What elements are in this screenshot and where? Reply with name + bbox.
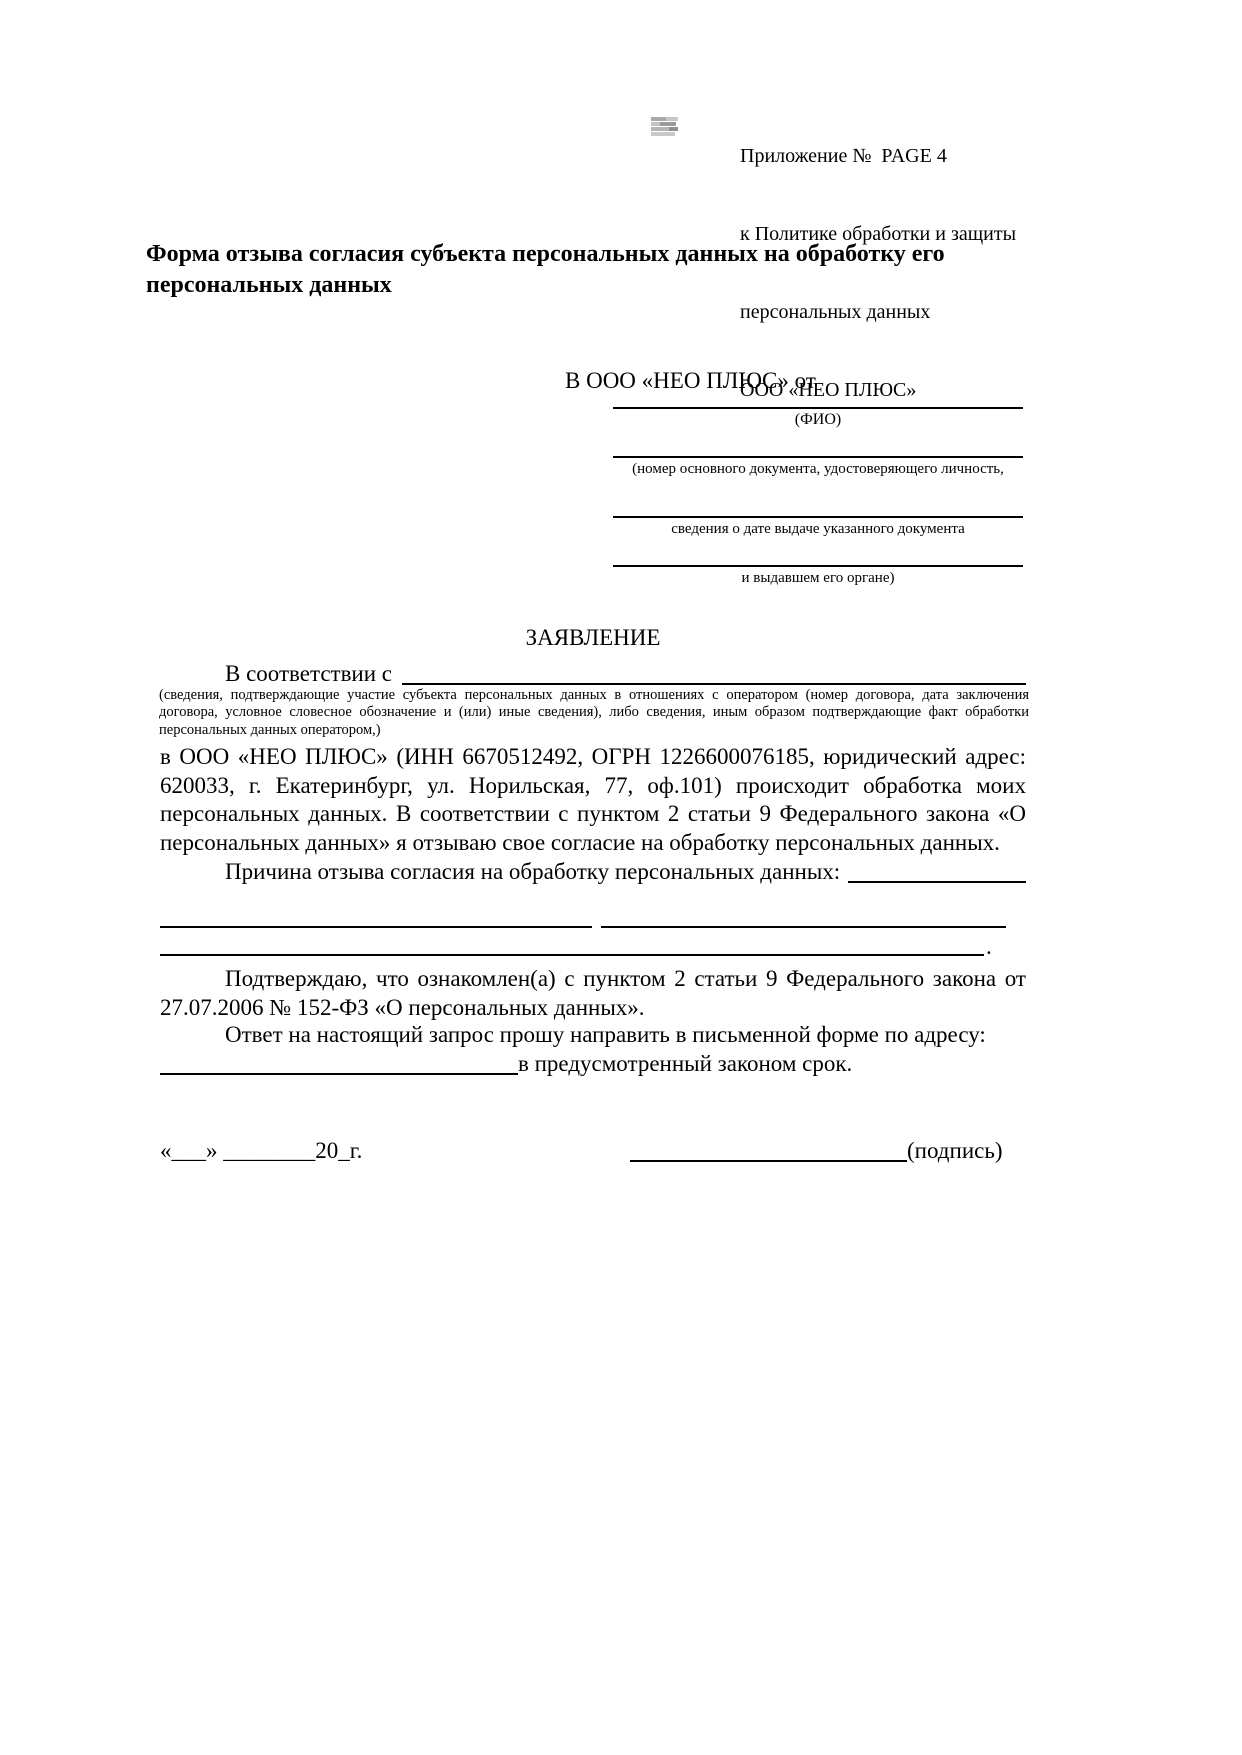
sentence-period: . <box>986 934 992 959</box>
basis-prefix: В соответствии с <box>225 661 393 686</box>
blank-line-gap <box>592 901 601 928</box>
confirmation-paragraph: Подтверждаю, что ознакомлен(а) с пунктом 2 статьи 9 Федерального закона от 27.07.2006 № 152-ФЗ «О персональных данных». <box>160 966 1026 1020</box>
appendix-header-line: персональных данных <box>740 301 931 323</box>
date-blank-line[interactable]: «___» ________20_г. <box>160 1138 363 1163</box>
issue-date-blank-line[interactable] <box>613 516 1023 518</box>
document-number-label: (номер основного документа, удостоверяющего личность, <box>632 461 1004 477</box>
document-number-blank-line[interactable] <box>613 456 1023 458</box>
basis-blank-line[interactable] <box>402 683 1026 685</box>
basis-row <box>160 659 1026 688</box>
signature-row <box>630 1136 1002 1165</box>
issue-date-label: сведения о дате выдаче указанного документа <box>671 521 965 537</box>
fio-blank-line[interactable] <box>613 407 1023 409</box>
signature-label: (подпись) <box>907 1138 1003 1163</box>
fio-label: (ФИО) <box>794 411 842 428</box>
issuing-authority-blank-line[interactable] <box>613 565 1023 567</box>
signature-blank-line[interactable] <box>630 1160 907 1162</box>
issuing-authority-label: и выдавшем его органе) <box>741 570 895 586</box>
appendix-header-line: Приложение № PAGE 4 <box>740 145 947 167</box>
reason-label: Причина отзыва согласия на обработку персональных данных: <box>225 859 841 884</box>
statement-heading: ЗАЯВЛЕНИЕ <box>525 625 661 650</box>
reason-row <box>160 857 1026 886</box>
blank-line-segment[interactable] <box>601 901 1006 928</box>
appendix-header-line: ООО «НЕО ПЛЮС» <box>740 379 917 401</box>
reply-address-row <box>160 1049 1026 1078</box>
reply-suffix: в предусмотренный законом срок. <box>518 1051 853 1076</box>
statement-body: в ООО «НЕО ПЛЮС» (ИНН 6670512492, ОГРН 1226600076185, юридический адрес: 620033, г. Екатеринбург, ул. Норильская, 77, оф.101) происходит обработка моих персональных данных. В соответствии с пунктом 2 статьи 9 Федерального закона «О персональных данных» я отзываю свое согласие на обработку персональных данных. <box>160 744 1026 855</box>
basis-footnote: (сведения, подтверждающие участие субъекта персональных данных в отношениях с оператором (номер договора, дата заключения договора, условное словесное обозначение и (или) иные сведения), либо сведения, иным образом подтверждающие факт обработки персональных данных оператором,) <box>159 687 1029 738</box>
reply-request-paragraph: Ответ на настоящий запрос прошу направить в письменной форме по адресу: <box>225 1022 986 1047</box>
address-blank-line[interactable] <box>160 1073 518 1075</box>
appendix-header-line: к Политике обработки и защиты <box>740 223 1017 245</box>
embedded-object-thumbnail <box>648 114 684 141</box>
document-title: Форма отзыва согласия субъекта персональных данных на обработку его персональных данных <box>146 241 945 298</box>
blank-line-segment[interactable] <box>160 901 592 928</box>
reason-continuation-blank-line-1[interactable] <box>160 901 1006 928</box>
recipient-line: В ООО «НЕО ПЛЮС» от <box>565 368 816 393</box>
pixelated-table-icon <box>648 114 684 141</box>
reason-blank-line[interactable] <box>848 881 1026 883</box>
reason-continuation-blank-line-2[interactable] <box>160 929 984 956</box>
